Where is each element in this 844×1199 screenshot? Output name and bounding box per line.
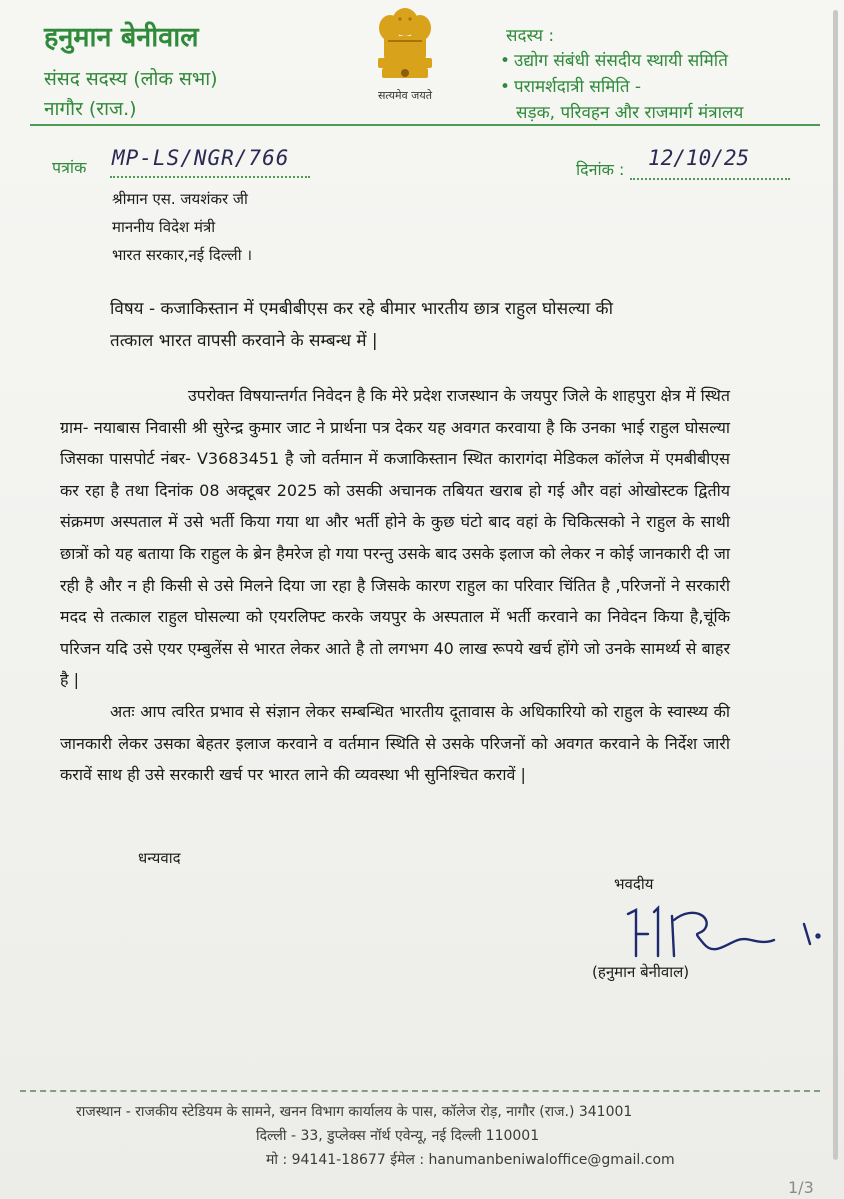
committee-text: परामर्शदात्री समिति - [514,77,642,97]
subject-line: तत्काल भारत वापसी करवाने के सम्बन्ध में | [110,331,378,351]
reference-dotted-line [110,176,310,178]
addressee-line: भारत सरकार,नई दिल्ली । [112,246,253,264]
addressee-block [112,185,252,269]
subject-line: विषय - कजाकिस्तान में एमबीबीएस कर रहे बीमार भारतीय छात्र राहुल घोसल्या की [110,299,613,319]
reference-label: पत्रांक [52,158,87,177]
addressee-line: माननीय विदेश मंत्री [112,218,216,236]
sender-name: हनुमान बेनीवाल [44,22,199,53]
ashoka-lion-icon [360,0,450,90]
emblem-motto: सत्यमेव जयते [377,89,432,102]
letterhead-divider [30,124,820,126]
scrollbar[interactable] [833,10,838,1160]
thanks-text: धन्यवाद [138,849,181,867]
letterhead-committees [500,24,743,126]
footer-line: मो : 94141-18677 ईमेल : hanumanbeniwaloffice@gmail.com [266,1152,675,1168]
committee-ministry: सड़क, परिवहन और राजमार्ग मंत्रालय [516,103,744,123]
sender-place: नागौर (राज.) [44,98,137,120]
body-paragraph: अतः आप त्वरित प्रभाव से संज्ञान लेकर सम्बन्धित भारतीय दूतावास के अधिकारियो को राहुल के स्वास्थ्य की जानकारी लेकर उसका बेहतर इलाज करवाने व वर्तमान स्थिति से उसके परिजनों को अवगत करवाने के निर्देश जारी करावें साथ ही उसे सरकारी खर्च पर भारत लाने की व्यवस्था भी सुनिश्चित करावें | [60,701,730,785]
addressee-line: श्रीमान एस. जयशंकर जी [112,190,248,208]
letter-body [60,380,730,791]
member-label: सदस्य : [506,26,555,46]
letterhead-sender [44,20,218,124]
reference-number: MP-LS/NGR/766 [112,146,290,170]
footer-line: दिल्ली - 33, डुप्लेक्स नॉर्थ एवेन्यू, नई दिल्ली 110001 [256,1128,540,1144]
page-indicator: 1/3 [788,1178,814,1197]
footer-divider [20,1090,820,1092]
sender-designation: संसद सदस्य (लोक सभा) [44,68,218,90]
committee-item [500,48,743,74]
closing-text: भवदीय [614,875,654,893]
footer-line: राजस्थान - राजकीय स्टेडियम के सामने, खनन विभाग कार्यालय के पास, कॉलेज रोड़, नागौर (राज.) 341001 [76,1104,633,1120]
signature-icon [614,900,834,960]
bullet-icon: • [500,77,511,97]
state-emblem [360,0,450,112]
committee-text: उद्योग संबंधी संसदीय स्थायी समिति [514,51,728,71]
bullet-icon: • [500,51,511,71]
committee-item [500,74,743,100]
date-value: 12/10/25 [648,146,750,170]
signer-name: (हनुमान बेनीवाल) [592,963,690,981]
date-dotted-line [630,178,790,180]
date-label: दिनांक : [576,160,625,179]
subject-block [110,293,730,357]
footer-address [76,1100,756,1172]
body-paragraph: उपरोक्त विषयान्तर्गत निवेदन है कि मेरे प्रदेश राजस्थान के जयपुर जिले के शाहपुरा क्षेत्र में स्थित ग्राम- नयाबास निवासी श्री सुरेन्द्र कुमार जाट ने प्रार्थना पत्र देकर यह अवगत करवाया है कि उनका भाई राहुल घोसल्या जिसका पासपोर्ट नंबर- V3683451 है जो वर्तमान में कजाकिस्तान स्थित कारागंदा मेडिकल कॉलेज में एमबीबीएस कर रहा है तथा दिनांक 08 अक्टूबर 2025 को उसकी अचानक तबियत खराब हो गई और वहां ओखोस्टक द्वितीय संक्रमण अस्पताल में उसे भर्ती किया गया था और भर्ती होने के कुछ घंटो बाद वहां के चिकित्सको ने राहुल के साथी छात्रों को यह बताया कि राहुल के ब्रेन हैमरेज हो गया परन्तु उसके बाद उसके इलाज को लेकर न कोई जानकारी दी जा रही है और न ही किसी से उसे मिलने दिया जा रहा है जिसके कारण राहुल का परिवार चिंतित है ,परिजनों ने सरकारी मदद से तत्काल राहुल घोसल्या को एयरलिफ्ट करके जयपुर के अस्पताल में भर्ती करवाने का निवेदन किया है,चूंकि परिजन यदि उसे एयर एम्बुलेंस से भारत लेकर आते है तो लगभग 40 लाख रूपये खर्च होंगे जो उनके सामर्थ्य से बाहर है | [60,386,730,690]
